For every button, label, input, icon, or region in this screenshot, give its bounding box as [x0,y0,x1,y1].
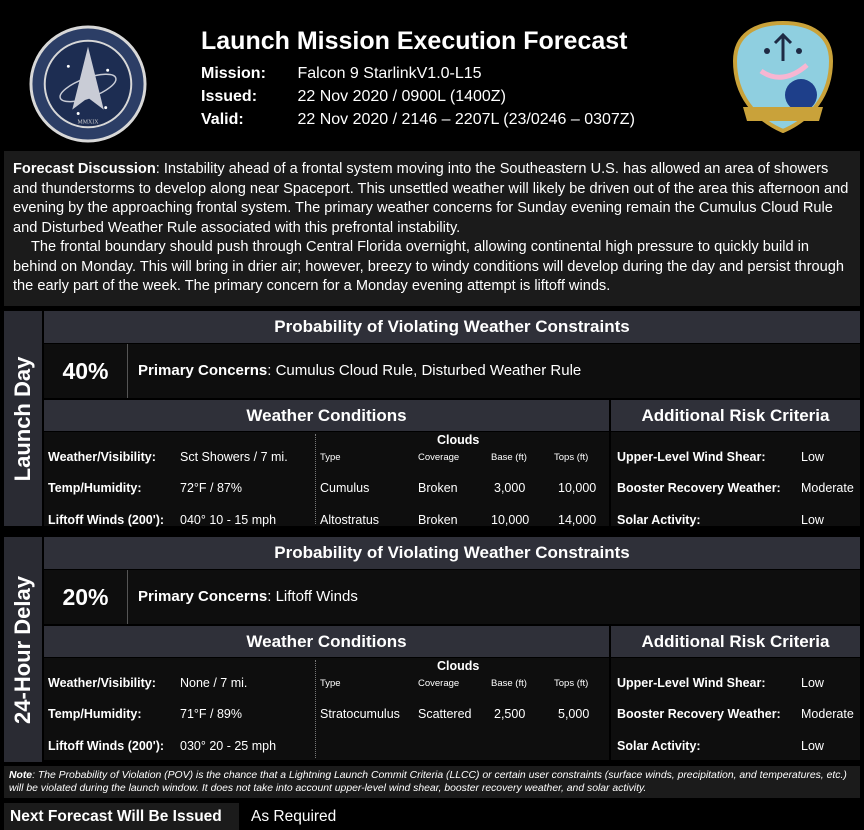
page-title: Launch Mission Execution Forecast [201,27,628,55]
clouds-coverage-header: Coverage [418,452,460,463]
discussion-text-1: : Instability ahead of a frontal system moving into the Southeastern U.S. has allowed an area of showers and thunderstorms to develop along near Spaceport. This unsettled weather will likely be driven out of the area this afternoon and evening by the approaching frontal system. The primary weather concerns for Sunday evening remain the Cumulus Cloud Rule and Disturbed Weather Rule associated with this prefrontal instability. [13,161,849,236]
clouds-coverage-header: Coverage [418,678,460,689]
additional-risk-header: Additional Risk Criteria [611,626,860,657]
next-forecast-label: Next Forecast Will Be Issued [4,803,239,830]
additional-risk-panel [611,658,860,760]
primary-concerns-label: Primary Concerns [138,588,268,605]
next-forecast-row [4,803,860,830]
probability-header: Probability of Violating Weather Constraints [44,311,860,343]
next-forecast-value: As Required [251,808,337,825]
issued-label: Issued: [201,88,258,105]
divider [315,660,316,758]
liftoff-winds-value: 030° 20 - 25 mph [180,739,277,753]
cloud-type-2: Altostratus [320,513,380,527]
cloud-base-1: 3,000 [494,481,526,495]
note-text: : The Probability of Violation (POV) is the chance that a Lightning Launch Commit Criteria (LLCC) or certain user constraints (surface winds, precipitation, and temperatures, etc.) will be violated during the launch window. It does not take into account upper-level wind shear, booster recovery weather, and solar activity. [9,770,847,794]
solar-activity-value: Low [801,513,824,527]
primary-concerns [138,570,358,624]
divider [315,434,316,524]
cloud-base-2: 10,000 [491,513,530,527]
primary-concerns-label: Primary Concerns [138,362,268,379]
cloud-tops-1: 10,000 [558,481,597,495]
valid-value: 22 Nov 2020 / 2146 – 2207L (23/0246 – 0307Z) [297,111,635,128]
liftoff-winds-value: 040° 10 - 15 mph [180,513,277,527]
probability-value: 40% [44,344,128,398]
discussion-label: Forecast Discussion [13,161,156,177]
primary-concerns [138,344,581,398]
weather-squadron-emblem-icon [731,21,835,133]
pov-note [4,766,860,798]
additional-risk-header: Additional Risk Criteria [611,400,860,431]
weather-conditions-panel [44,658,609,760]
cloud-type-1: Cumulus [320,481,370,495]
launch-day-side-label [4,311,42,526]
weather-conditions-header: Weather Conditions [44,400,609,431]
weather-visibility-label: Weather/Visibility: [48,676,156,690]
discussion-paragraph-1 [13,160,851,238]
mission-label: Mission: [201,65,266,82]
delay-section [4,537,860,762]
temp-humidity-value: 72°F / 87% [180,481,242,495]
booster-recovery-label: Booster Recovery Weather: [617,707,781,721]
weather-visibility-value: Sct Showers / 7 mi. [180,450,288,464]
side-label-text: Launch Day [10,356,35,481]
cloud-tops-1: 5,000 [558,707,590,721]
upper-wind-shear-label: Upper-Level Wind Shear: [617,676,766,690]
temp-humidity-label: Temp/Humidity: [48,707,142,721]
solar-activity-label: Solar Activity: [617,513,701,527]
discussion-paragraph-2: The frontal boundary should push through Central Florida overnight, allowing continental high pressure to quickly build in behind on Monday. This will bring in drier air; however, breezy to windy conditions will develop during the day and persist through the early part of the week. The primary concern for a Monday evening attempt is liftoff winds. [13,239,844,294]
temp-humidity-value: 71°F / 89% [180,707,242,721]
weather-visibility-value: None / 7 mi. [180,676,248,690]
forecast-header [3,3,861,149]
clouds-base-header: Base (ft) [491,678,527,689]
cloud-coverage-1: Scattered [418,707,472,721]
additional-risk-panel [611,432,860,526]
delay-side-label [4,537,42,762]
clouds-type-header: Type [320,452,341,463]
cloud-type-1: Stratocumulus [320,707,400,721]
liftoff-winds-label: Liftoff Winds (200'): [48,739,165,753]
launch-day-section [4,311,860,526]
booster-recovery-value: Moderate [801,481,854,495]
upper-wind-shear-value: Low [801,450,824,464]
valid-row [201,111,635,129]
cloud-tops-2: 14,000 [558,513,597,527]
weather-conditions-header: Weather Conditions [44,626,609,657]
upper-wind-shear-label: Upper-Level Wind Shear: [617,450,766,464]
issued-row [201,88,506,106]
solar-activity-value: Low [801,739,824,753]
primary-concerns-value: : Cumulus Cloud Rule, Disturbed Weather Rule [267,362,582,379]
issued-value: 22 Nov 2020 / 0900L (1400Z) [297,88,506,105]
solar-activity-label: Solar Activity: [617,739,701,753]
valid-label: Valid: [201,111,244,128]
probability-row [44,570,860,624]
space-force-seal-icon [29,25,147,143]
probability-value: 20% [44,570,128,624]
clouds-tops-header: Tops (ft) [554,678,589,689]
clouds-type-header: Type [320,678,341,689]
cloud-coverage-2: Broken [418,513,458,527]
mission-row [201,65,482,83]
cloud-base-1: 2,500 [494,707,526,721]
probability-header: Probability of Violating Weather Constraints [44,537,860,569]
booster-recovery-value: Moderate [801,707,854,721]
note-label: Note [9,770,33,781]
liftoff-winds-label: Liftoff Winds (200'): [48,513,165,527]
cloud-coverage-1: Broken [418,481,458,495]
primary-concerns-value: : Liftoff Winds [267,588,358,605]
booster-recovery-label: Booster Recovery Weather: [617,481,781,495]
clouds-tops-header: Tops (ft) [554,452,589,463]
temp-humidity-label: Temp/Humidity: [48,481,142,495]
forecast-discussion [4,151,860,306]
clouds-base-header: Base (ft) [491,452,527,463]
weather-conditions-panel [44,432,609,526]
seal-year: MMXIX [77,119,99,126]
side-label-text: 24-Hour Delay [10,575,35,724]
clouds-header: Clouds [437,433,480,447]
weather-visibility-label: Weather/Visibility: [48,450,156,464]
clouds-header: Clouds [437,659,480,673]
upper-wind-shear-value: Low [801,676,824,690]
probability-row [44,344,860,398]
mission-value: Falcon 9 StarlinkV1.0-L15 [297,65,482,82]
